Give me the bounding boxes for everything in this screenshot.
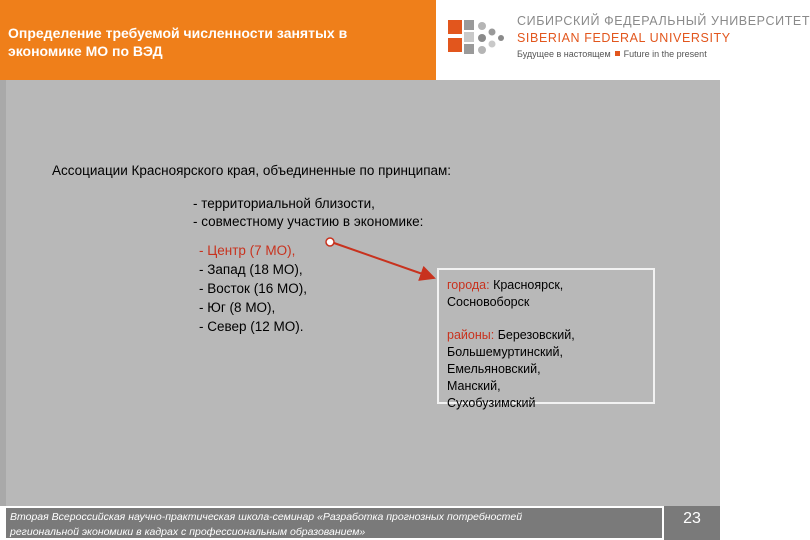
cities-value-2: Сосновоборск (447, 295, 530, 309)
footer-line1: Вторая Всероссийская научно-практическая школа-семинар «Разработка прогнозных потребностей (10, 511, 523, 523)
tagline-dot-icon (615, 51, 620, 56)
principle-item: - территориальной близости, (193, 196, 375, 211)
cities-line1 (447, 277, 575, 294)
associations-heading: Ассоциации Красноярского края, объединенные по принципам: (52, 163, 452, 178)
tagline-ru: Будущее в настоящем (517, 49, 611, 59)
districts-value-4: Манский, (447, 379, 501, 393)
tagline-en: Future in the present (623, 49, 707, 59)
footer-caption (6, 508, 662, 538)
cities-label: города: (447, 278, 490, 292)
principle-item: - совместному участию в экономике: (193, 214, 424, 229)
districts-line1 (447, 327, 575, 344)
districts-value-1: Березовский, (497, 328, 575, 342)
slide-title-line2: экономике МО по ВЭД (8, 43, 163, 59)
slide-title-line1: Определение требуемой численности занятых в (8, 25, 348, 41)
principles-list (193, 195, 423, 231)
sfu-logo-icon (446, 16, 510, 60)
university-name-en: SIBERIAN FEDERAL UNIVERSITY (517, 31, 731, 45)
zone-item-west: - Запад (18 МО), (199, 262, 303, 277)
info-box-text (447, 277, 575, 412)
districts-label: районы: (447, 328, 495, 342)
footer-line2: региональной экономики в кадрах с профессиональным образованием» (10, 526, 366, 538)
cities-value-1: Красноярск, (493, 278, 564, 292)
zones-list (199, 241, 307, 336)
arrow-connector-icon (318, 232, 448, 292)
zone-item-south: - Юг (8 МО), (199, 300, 276, 315)
slide-title (8, 24, 428, 60)
university-tagline (517, 49, 707, 59)
university-name-ru: СИБИРСКИЙ ФЕДЕРАЛЬНЫЙ УНИВЕРСИТЕТ (517, 14, 810, 28)
zone-item-north: - Север (12 МО). (199, 319, 304, 334)
zone-item-center: - Центр (7 МО), (199, 243, 296, 258)
zone-item-east: - Восток (16 МО), (199, 281, 307, 296)
page-number: 23 (683, 510, 701, 527)
left-divider (0, 80, 6, 540)
districts-value-2: Большемуртинский, (447, 345, 563, 359)
districts-value-5: Сухобузимский (447, 396, 536, 410)
districts-value-3: Емельяновский, (447, 362, 541, 376)
